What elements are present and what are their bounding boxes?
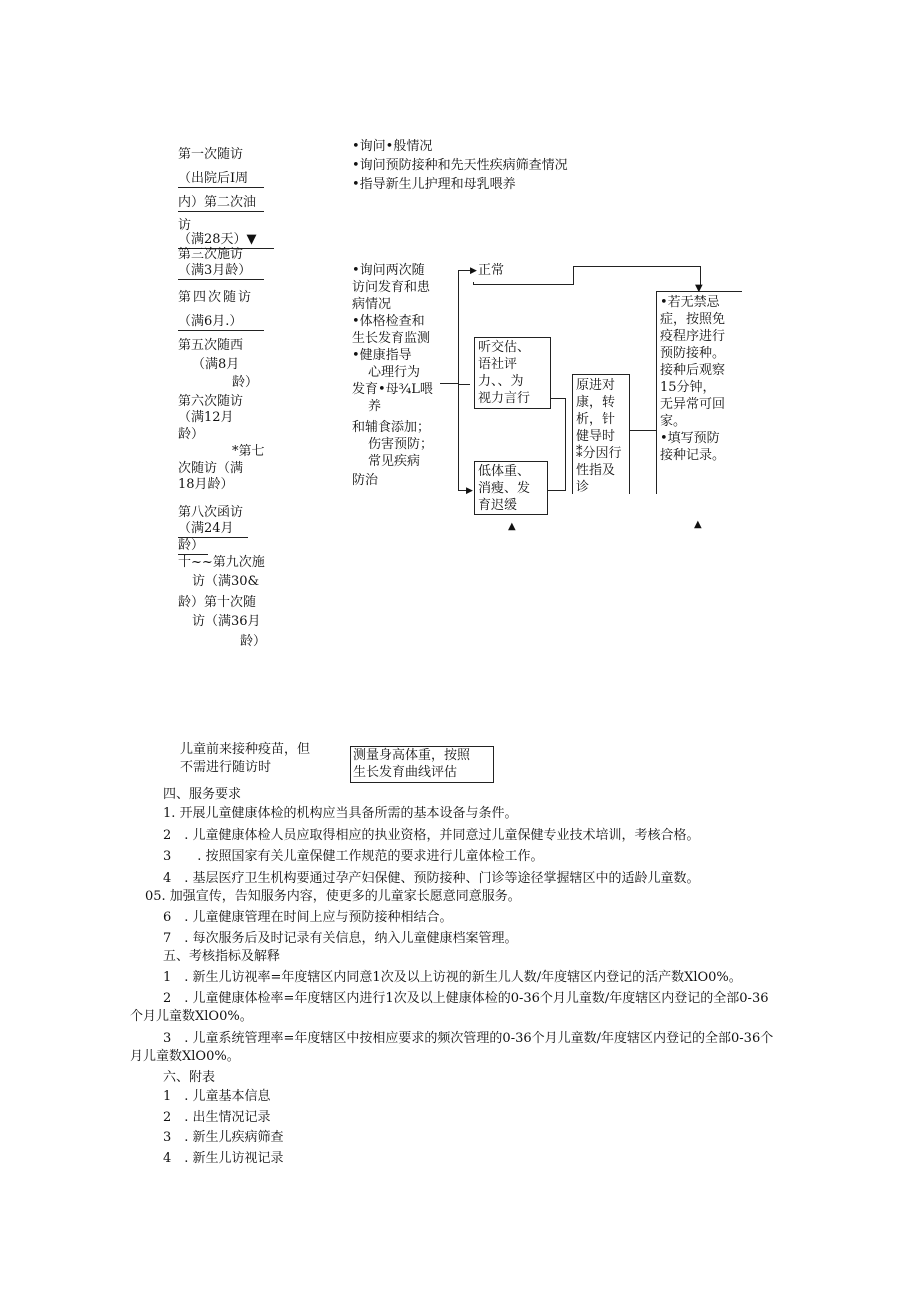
later-visit-item: •体格检查和: [352, 314, 425, 329]
low-weight-box-line: 消瘦、发: [478, 481, 531, 496]
attachment-item: 2 . 出生情况记录: [163, 1110, 271, 1125]
section-title: 六、附表: [163, 1070, 216, 1085]
screening-box: [474, 337, 551, 409]
normal-label: 正常: [478, 263, 505, 278]
connector-line: [440, 383, 458, 384]
referral-box-line: 原进对: [576, 378, 616, 393]
referral-box-line: 诊: [576, 480, 590, 495]
visit-8-time: （满24月: [178, 520, 248, 538]
visit-2-label-cont: 访: [178, 218, 192, 233]
later-visit-item: 病情况: [352, 297, 392, 312]
visit-10-label: 龄）第十次随: [178, 595, 257, 610]
vaccination-box: [656, 291, 742, 494]
later-visit-item: 和辅食添加；: [352, 420, 431, 435]
visit-6-time: （满12月: [178, 410, 234, 425]
section-title: 四、服务要求: [163, 787, 242, 802]
first-visit-item: •询问预防接种和先天性疾病筛查情况: [352, 158, 568, 173]
later-visit-item: •询问两次随: [352, 263, 425, 278]
visit-10-time-cont: 龄）: [240, 634, 267, 649]
visit-5-label: 第五次随西: [178, 338, 244, 353]
box-edge: [473, 284, 573, 285]
vaccination-box-line: 症，按照免: [660, 312, 726, 327]
vaccination-box-line: 接种记录。: [660, 448, 726, 463]
arrow-down-icon: ▼: [695, 283, 703, 294]
visit-4-label: 第四次随访: [178, 290, 254, 305]
later-visit-item: 访问发育和患: [352, 280, 431, 295]
screening-box-line: 语社评: [478, 357, 518, 372]
later-visit-item: 伤害预防；: [368, 437, 434, 452]
later-visit-item: 养: [368, 399, 382, 414]
visit-9-time: 访（满30&: [192, 574, 260, 589]
arrow-up-icon: ▲: [508, 521, 516, 532]
indicator-item-cont: 月儿童数XlO0%。: [130, 1049, 240, 1064]
visit-4-time: （满6月.）: [178, 313, 264, 331]
measurement-box-line: 生长发育曲线评估: [353, 765, 458, 780]
referral-box: [572, 374, 630, 494]
later-visit-item: 常见疾病: [368, 454, 421, 469]
measurement-box: [350, 746, 494, 783]
indicator-item: 1 . 新生儿访视率=年度辖区内同意1次及以上访视的新生儿人数/年度辖区内登记的活产数XlO0%。: [163, 970, 742, 985]
connector-line: [565, 398, 566, 490]
visit-1-time: （出院后Ⅰ周: [178, 170, 264, 188]
visit-7-label: *第七: [232, 444, 265, 459]
visit-8-label: 第八次函访: [178, 505, 244, 520]
requirement-item: 7 . 每次服务后及时记录有关信息，纳入儿童健康档案管理。: [163, 931, 518, 946]
visit-3-label: 第三次施访: [178, 247, 244, 262]
requirement-item: 3 . 按照国家有关儿童保健工作规范的要求进行儿童体检工作。: [163, 849, 544, 864]
vaccination-box-line: 15分钟，: [660, 380, 716, 395]
vaccine-only-note-cont: 不需进行随访时: [180, 760, 272, 775]
visit-6-label: 第六次随访: [178, 394, 244, 409]
low-weight-box: [474, 461, 548, 515]
vaccine-only-note: 儿童前来接种疫苗，但: [180, 742, 311, 757]
measurement-box-line: 测量身高体重，按照: [353, 748, 471, 763]
requirement-item: 2 . 儿童健康体检人员应取得相应的执业资格，并同意过儿童保健专业技术培训，考核合格。: [163, 828, 700, 843]
requirement-item: 4 . 基层医疗卫生机构要通过孕产妇保健、预防接种、门诊等途径掌握辖区中的适龄儿童数。: [163, 871, 700, 886]
attachment-item: 1 . 儿童基本信息: [163, 1089, 271, 1104]
later-visit-item: 发育•母¾L喂: [352, 382, 433, 397]
visit-5-time-cont: 龄）: [232, 375, 259, 390]
referral-box-line: 康，转: [576, 395, 616, 410]
visit-8-time-cont: 龄）: [178, 537, 208, 555]
vaccination-box-line: 预防接种。: [660, 346, 726, 361]
later-visit-item: 防治: [352, 473, 379, 488]
vaccination-box-line: 无异常可回: [660, 397, 726, 412]
referral-box-line: 健导时: [576, 429, 616, 444]
screening-box-line: 力、、为: [478, 374, 524, 389]
indicator-item: 2 . 儿童健康体检率=年度辖区内进行1次及以上健康体检的0-36个月儿童数/年度辖区内登记的全部0-36: [163, 991, 769, 1006]
referral-box-line: ⁑分因行: [576, 446, 622, 461]
connector-line: [551, 398, 565, 399]
first-visit-item: •询问•般情况: [352, 139, 433, 154]
low-weight-box-line: 低体重、: [478, 464, 531, 479]
visit-2-time: （满28天）▼: [178, 231, 274, 249]
vaccination-box-line: 接种后观察: [660, 363, 726, 378]
box-edge: [573, 266, 574, 285]
referral-box-line: 析，针: [576, 412, 616, 427]
visit-7-time: 18月龄）: [178, 477, 234, 492]
requirement-item: 6 . 儿童健康管理在时间上应与预防接种相结合。: [163, 910, 453, 925]
visit-10-time: 访（满36月: [192, 614, 261, 629]
section-title: 五、考核指标及解释: [163, 949, 281, 964]
visit-3-time: （满3月龄）: [178, 262, 264, 280]
vaccination-box-line: •填写预防: [660, 431, 720, 446]
attachment-item: 4 . 新生儿访视记录: [163, 1151, 284, 1166]
arrow-icon: ▶: [470, 266, 477, 276]
visit-9-label: 十~~第九次施: [178, 555, 265, 570]
branch-line: [458, 384, 470, 385]
visit-6-time-cont: 龄）: [178, 427, 205, 442]
vaccination-box-line: 家。: [660, 414, 687, 429]
screening-box-line: 视力言行: [478, 391, 531, 406]
referral-box-line: 性指及: [576, 463, 616, 478]
visit-7-label-cont: 次随访（满: [178, 461, 244, 476]
requirement-item: 05. 加强宣传，告知服务内容，使更多的儿童家长愿意同意服务。: [145, 889, 521, 904]
visit-2-label: 内）第二次油: [178, 194, 264, 212]
visit-1-label: 第一次随访: [178, 147, 244, 162]
connector-line: [630, 430, 656, 431]
later-visit-item: 心理行为: [368, 365, 421, 380]
indicator-item-cont: 个月儿童数XlO0%。: [130, 1009, 253, 1024]
first-visit-item: •指导新生儿护理和母乳喂养: [352, 177, 516, 192]
arrow-icon: ▶: [466, 486, 473, 496]
requirement-item: 1. 开展儿童健康体检的机构应当具备所需的基本设备与条件。: [163, 806, 518, 821]
vaccination-box-line: •若无禁忌: [660, 295, 720, 310]
trunk-line: [458, 270, 459, 490]
connector-line: [548, 490, 566, 491]
normal-to-vaccine-line: [573, 266, 701, 267]
arrow-up-icon: ▲: [694, 519, 702, 530]
later-visit-item: •健康指导: [352, 348, 412, 363]
visit-5-time: （满8月: [192, 357, 240, 372]
indicator-item: 3 . 儿童系统管理率=年度辖区中按相应要求的频次管理的0-36个月儿童数/年度辖区内登记的全部0-36个: [163, 1031, 774, 1046]
later-visit-item: 生长发育监测: [352, 331, 431, 346]
vaccination-box-line: 疫程序进行: [660, 329, 726, 344]
low-weight-box-line: 育迟缓: [478, 498, 518, 513]
attachment-item: 3 . 新生儿疾病筛查: [163, 1130, 284, 1145]
branch-line: [458, 270, 470, 271]
screening-box-line: 听交估、: [478, 340, 531, 355]
